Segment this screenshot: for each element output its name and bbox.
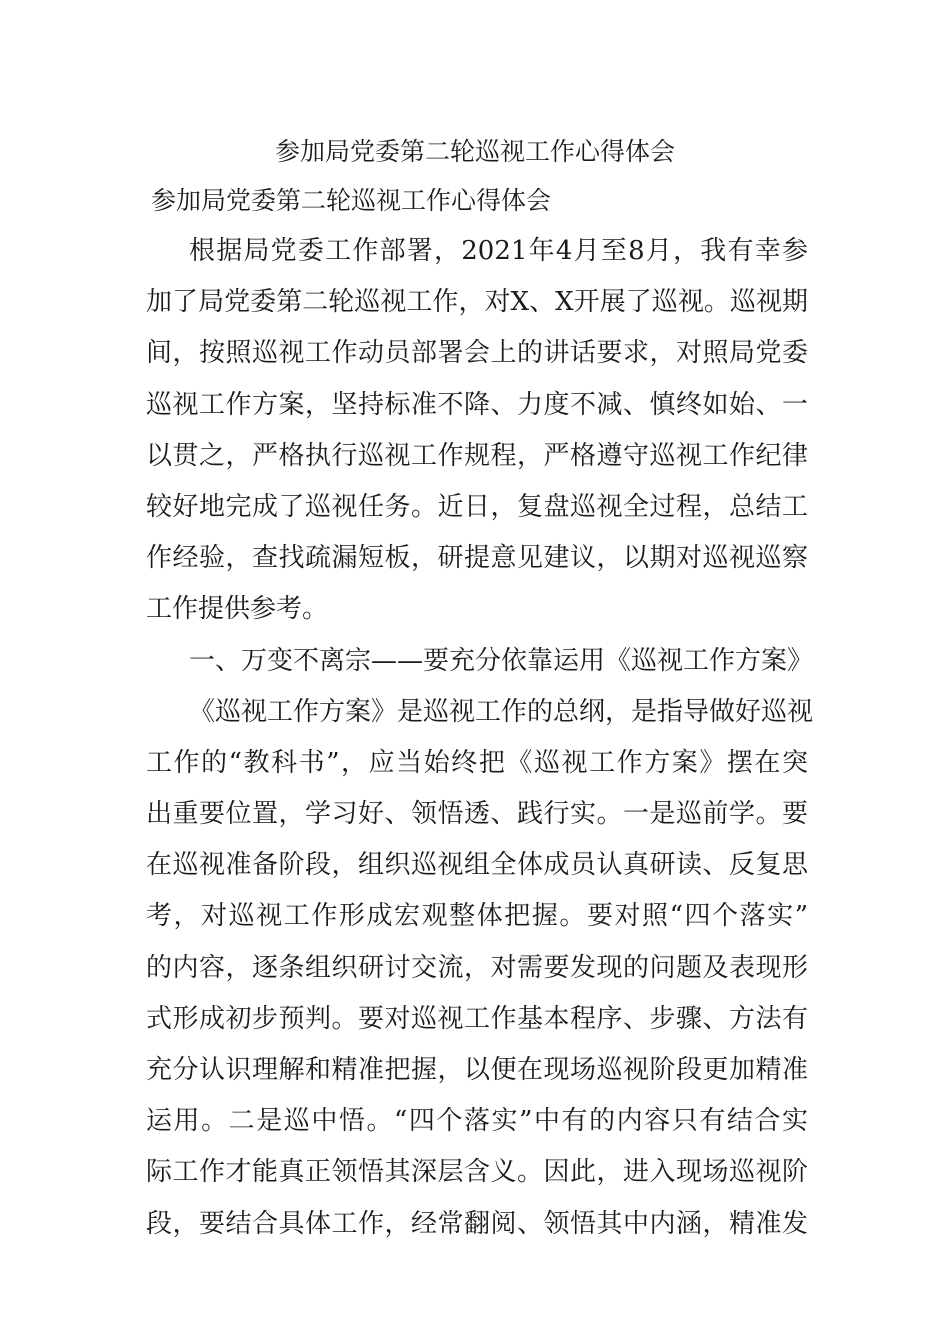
body-text-line: 运用。二是巡中悟。“四个落实”中有的内容只有结合实 [146, 1106, 808, 1137]
body-text-line: 出重要位置，学习好、领悟透、践行实。一是巡前学。要 [146, 799, 808, 830]
document-body [146, 233, 814, 1257]
body-text-line: 段，要结合具体工作，经常翻阅、领悟其中内涵，精准发 [146, 1208, 808, 1239]
body-text-line: 间，按照巡视工作动员部署会上的讲话要求，对照局党委 [146, 338, 808, 369]
body-text-line: 加了局党委第二轮巡视工作，对X、X开展了巡视。巡视期 [146, 287, 808, 318]
document-title: 参加局党委第二轮巡视工作心得体会 [274, 137, 675, 166]
body-text-line: 式形成初步预判。要对巡视工作基本程序、步骤、方法有 [146, 1003, 808, 1034]
body-text-line: 工作提供参考。 [146, 594, 329, 625]
body-text-line: 较好地完成了巡视任务。近日，复盘巡视全过程，总结工 [146, 491, 808, 522]
body-text-line: 的内容，逐条组织研讨交流，对需要发现的问题及表现形 [146, 952, 808, 983]
body-text-line: 考，对巡视工作形成宏观整体把握。要对照“四个落实” [146, 901, 808, 932]
body-text-line: 际工作才能真正领悟其深层含义。因此，进入现场巡视阶 [146, 1157, 808, 1188]
body-text-line: 《巡视工作方案》是巡视工作的总纲，是指导做好巡视 [189, 696, 814, 727]
body-text-line: 以贯之，严格执行巡视工作规程，严格遵守巡视工作纪律 [146, 440, 808, 471]
body-text-line: 巡视工作方案，坚持标准不降、力度不减、慎终如始、一 [146, 389, 808, 420]
document-subtitle: 参加局党委第二轮巡视工作心得体会 [151, 186, 552, 215]
body-text-line: 作经验，查找疏漏短板，研提意见建议，以期对巡视巡察 [146, 543, 808, 574]
body-text-line: 工作的“教科书”，应当始终把《巡视工作方案》摆在突 [146, 747, 808, 778]
body-text-line: 一、万变不离宗——要充分依靠运用《巡视工作方案》 [189, 645, 814, 676]
body-text-line: 充分认识理解和精准把握，以便在现场巡视阶段更加精准 [146, 1055, 808, 1085]
body-text-line: 根据局党委工作部署，2021年4月至8月，我有幸参 [189, 236, 808, 266]
body-text-line: 在巡视准备阶段，组织巡视组全体成员认真研读、反复思 [146, 850, 808, 881]
